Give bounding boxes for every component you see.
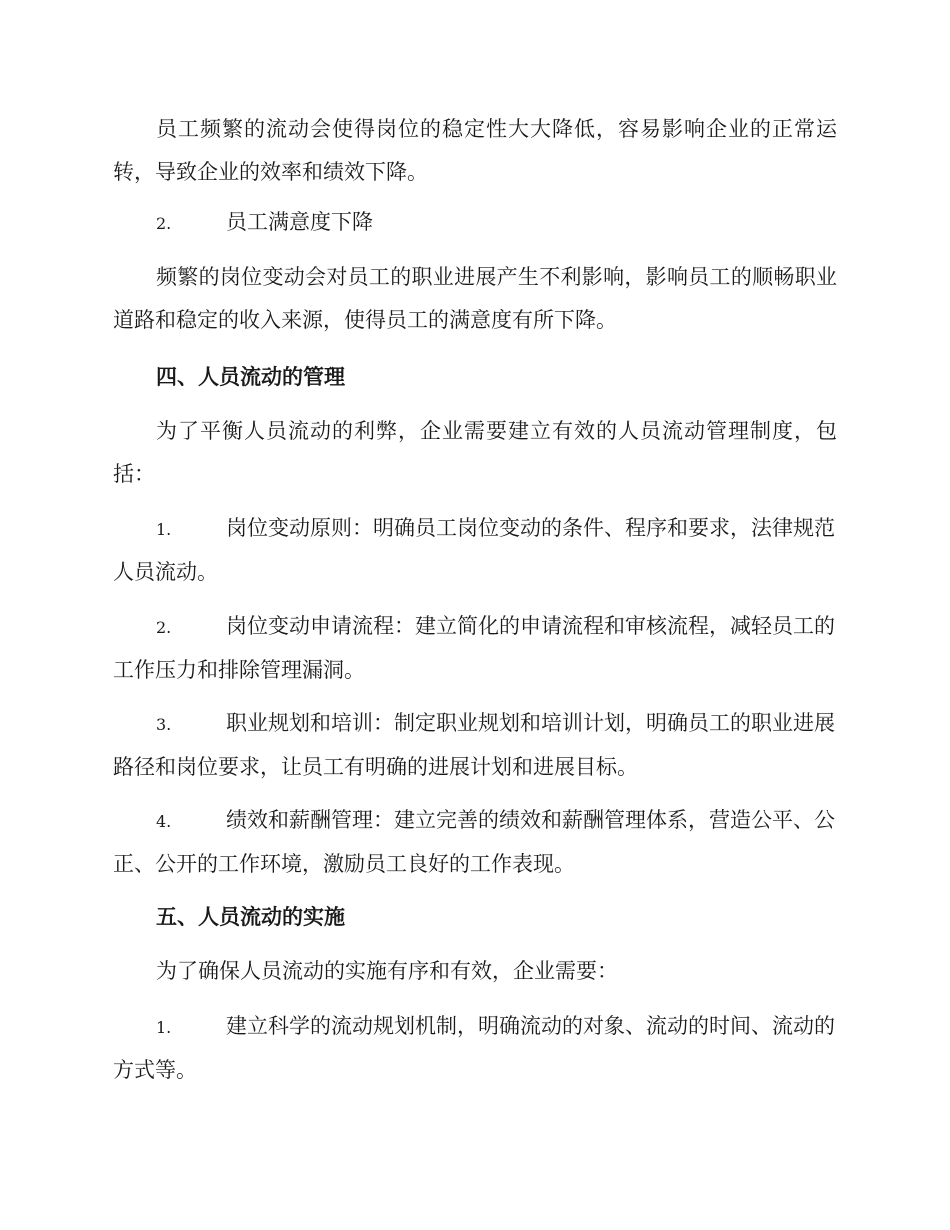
list-item-application-process	[113, 605, 837, 692]
paragraph-turnover-impact: 员工频繁的流动会使得岗位的稳定性大大降低，容易影响企业的正常运转，导致企业的效率和绩效下降。	[113, 117, 837, 184]
list-number: 1.	[156, 1018, 172, 1037]
list-number: 2.	[156, 214, 172, 233]
list-item-text: 员工满意度下降	[226, 210, 373, 234]
list-item-text: 岗位变动原则：明确员工岗位变动的条件、程序和要求，法律规范人员流动。	[113, 516, 835, 584]
list-item-career-planning	[113, 702, 837, 789]
list-item-text: 岗位变动申请流程：建立简化的申请流程和审核流程，减轻员工的工作压力和排除管理漏洞。	[113, 614, 835, 682]
list-number: 3.	[156, 715, 172, 734]
paragraph-satisfaction: 频繁的岗位变动会对员工的职业进展产生不利影响，影响员工的顺畅职业道路和稳定的收入来源，使得员工的满意度有所下降。	[113, 265, 837, 332]
paragraph-management-intro: 为了平衡人员流动的利弊，企业需要建立有效的人员流动管理制度，包括：	[113, 419, 837, 486]
paragraph-implementation-intro: 为了确保人员流动的实施有序和有效，企业需要：	[156, 959, 618, 983]
list-item-text: 建立科学的流动规划机制，明确流动的对象、流动的时间、流动的方式等。	[113, 1014, 835, 1082]
section-heading-management: 四、人员流动的管理	[156, 364, 345, 389]
list-item-text: 职业规划和培训：制定职业规划和培训计划，明确员工的职业进展路径和岗位要求，让员工有明确的进展计划和进展目标。	[113, 711, 835, 779]
list-item-satisfaction	[113, 201, 837, 245]
section-heading-implementation: 五、人员流动的实施	[156, 904, 345, 929]
list-number: 4.	[156, 812, 172, 831]
list-item-text: 绩效和薪酬管理：建立完善的绩效和薪酬管理体系，营造公平、公正、公开的工作环境，激励员工良好的工作表现。	[113, 808, 835, 876]
list-item-principle	[113, 507, 837, 594]
list-item-performance-pay	[113, 799, 837, 886]
list-item-flow-planning	[113, 1005, 837, 1092]
list-number: 1.	[156, 520, 172, 539]
list-number: 2.	[156, 618, 172, 637]
